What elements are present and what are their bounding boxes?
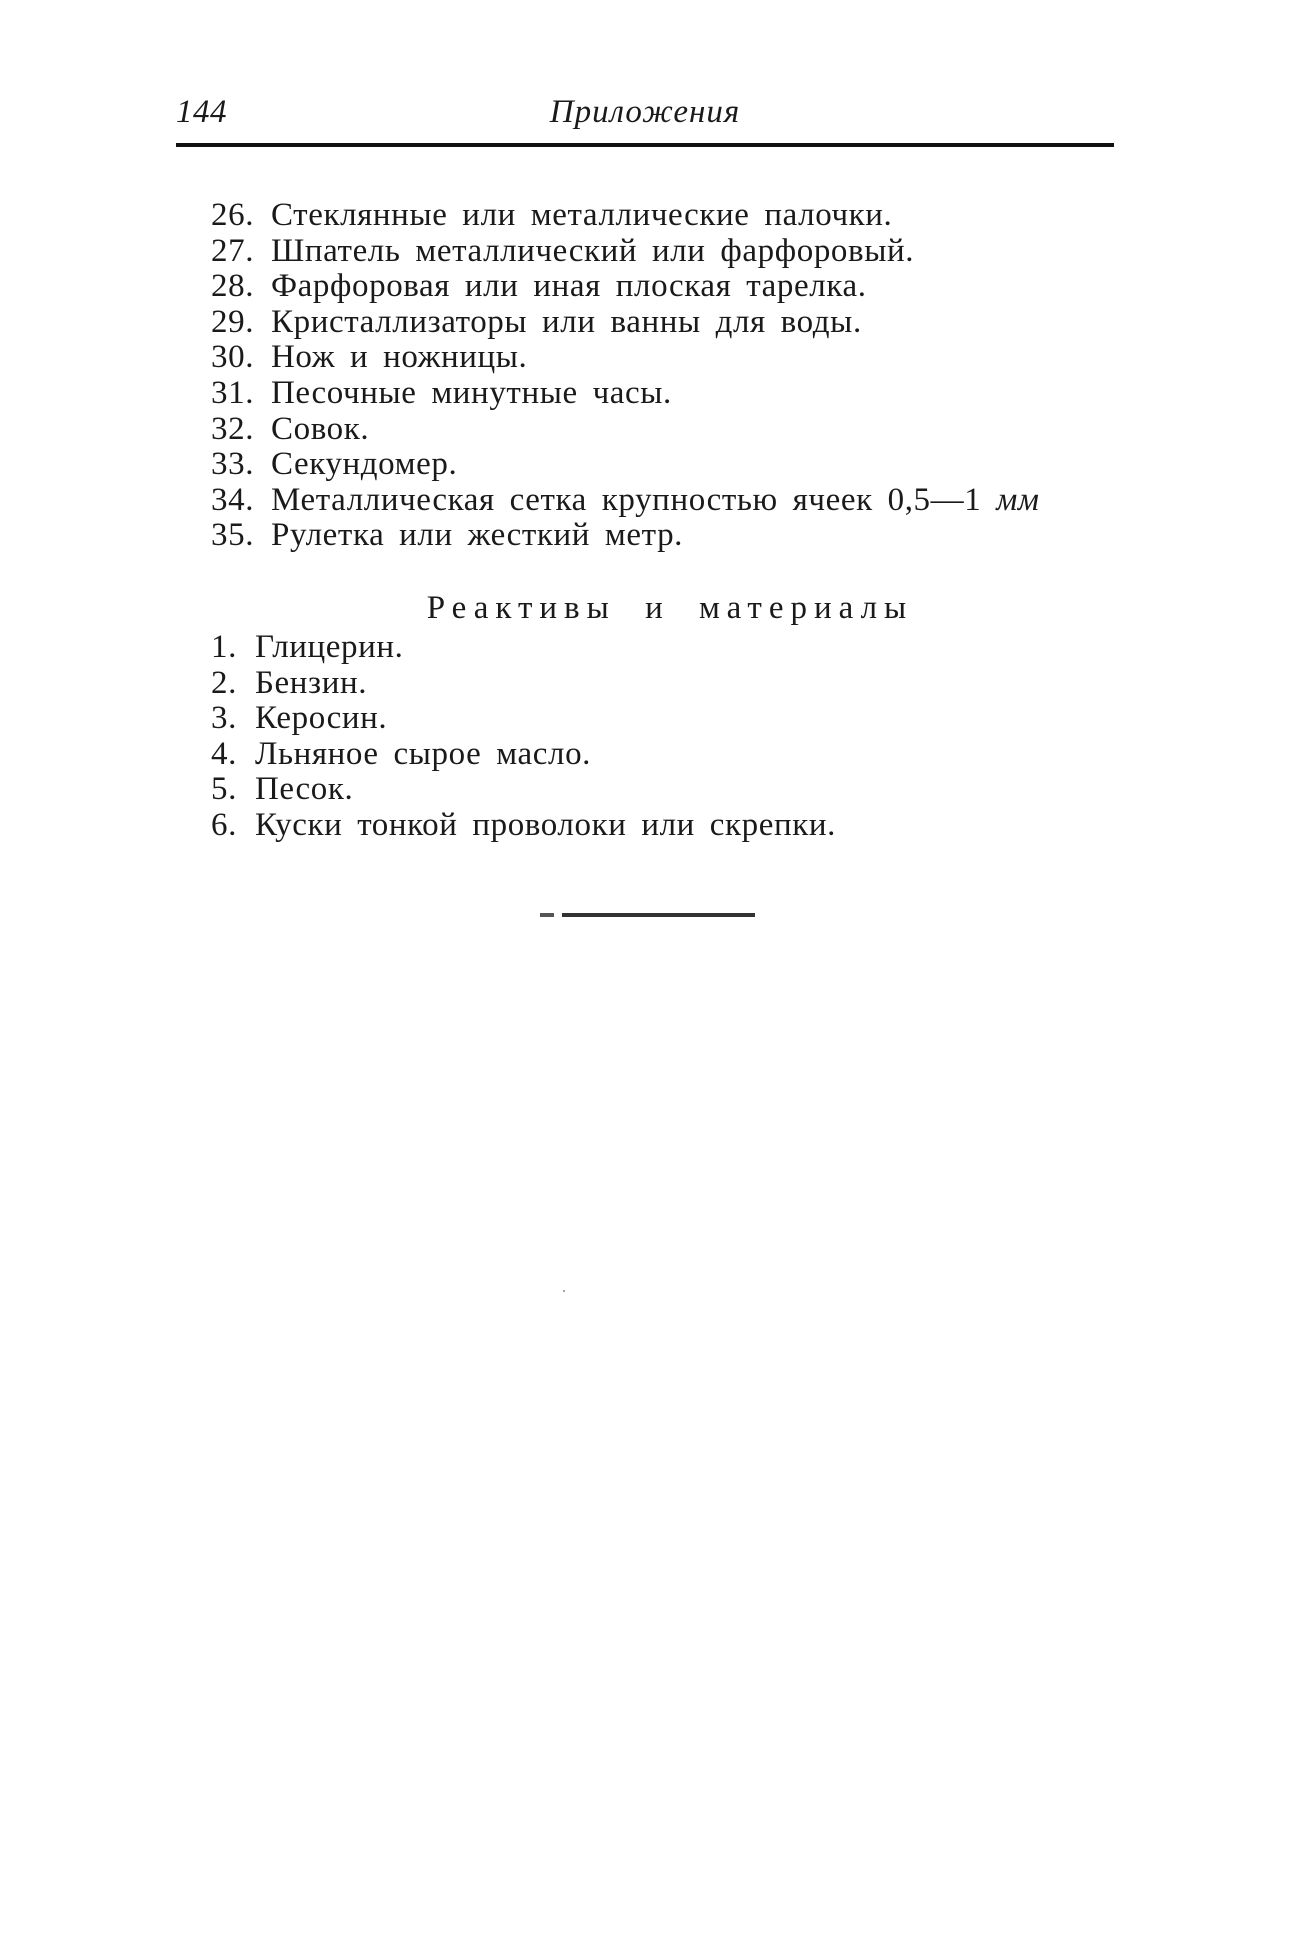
item-number: 26. bbox=[211, 197, 255, 233]
list-item bbox=[211, 737, 836, 773]
running-head: Приложения bbox=[549, 94, 741, 130]
print-speck bbox=[563, 1290, 565, 1292]
list-item bbox=[211, 701, 836, 737]
item-text: Секундомер. bbox=[271, 446, 458, 483]
item-text: Куски тонкой проволоки или скрепки. bbox=[255, 806, 836, 843]
equipment-list bbox=[211, 198, 1040, 554]
list-item bbox=[211, 234, 1040, 270]
item-text: Керосин. bbox=[255, 700, 388, 737]
page-header bbox=[176, 94, 1114, 142]
item-text: Бензин. bbox=[255, 664, 368, 701]
list-item bbox=[211, 305, 1040, 341]
item-text: Фарфоровая или иная плоская тарелка. bbox=[271, 268, 867, 305]
item-number: 27. bbox=[211, 232, 255, 269]
item-number: 30. bbox=[211, 339, 255, 376]
item-number: 29. bbox=[211, 303, 255, 340]
list-item bbox=[211, 518, 1040, 554]
item-text: Шпатель металлический или фарфоровый. bbox=[271, 232, 915, 269]
item-text: Кристаллизаторы или ванны для воды. bbox=[271, 303, 862, 340]
list-item bbox=[211, 447, 1040, 483]
page-number: 144 bbox=[176, 94, 227, 130]
end-rule bbox=[540, 913, 755, 917]
item-text: Глицерин. bbox=[255, 629, 404, 665]
list-item bbox=[211, 666, 836, 702]
item-number: 32. bbox=[211, 410, 255, 447]
list-item bbox=[211, 412, 1040, 448]
header-rule bbox=[176, 143, 1114, 147]
item-number: 3. bbox=[211, 700, 237, 737]
list-item bbox=[211, 772, 836, 808]
item-text: Стеклянные или металлические палочки. bbox=[271, 197, 893, 233]
item-number: 28. bbox=[211, 268, 255, 305]
list-item bbox=[211, 483, 1040, 519]
list-item bbox=[211, 198, 1040, 234]
item-number: 34. bbox=[211, 481, 255, 518]
item-number: 35. bbox=[211, 517, 255, 554]
item-text: Металлическая сетка крупностью ячеек 0,5—1 bbox=[271, 481, 982, 518]
item-text: Рулетка или жесткий метр. bbox=[271, 517, 684, 554]
item-number: 31. bbox=[211, 374, 255, 411]
item-number: 6. bbox=[211, 806, 237, 843]
item-text: Совок. bbox=[271, 410, 370, 447]
list-item bbox=[211, 630, 836, 666]
item-text: Песочные минутные часы. bbox=[271, 374, 672, 411]
list-item bbox=[211, 376, 1040, 412]
item-text: Песок. bbox=[255, 771, 354, 808]
item-number: 33. bbox=[211, 446, 255, 483]
item-number: 2. bbox=[211, 664, 237, 701]
list-item bbox=[211, 808, 836, 844]
item-text: Льняное сырое масло. bbox=[255, 735, 592, 772]
list-item bbox=[211, 340, 1040, 376]
item-number: 4. bbox=[211, 735, 237, 772]
list-item bbox=[211, 269, 1040, 305]
item-text: Нож и ножницы. bbox=[271, 339, 528, 376]
item-number: 1. bbox=[211, 629, 237, 665]
section-title: Реактивы и материалы bbox=[426, 590, 914, 626]
item-unit: мм bbox=[996, 481, 1040, 518]
reagents-list bbox=[211, 630, 836, 844]
item-number: 5. bbox=[211, 771, 237, 808]
